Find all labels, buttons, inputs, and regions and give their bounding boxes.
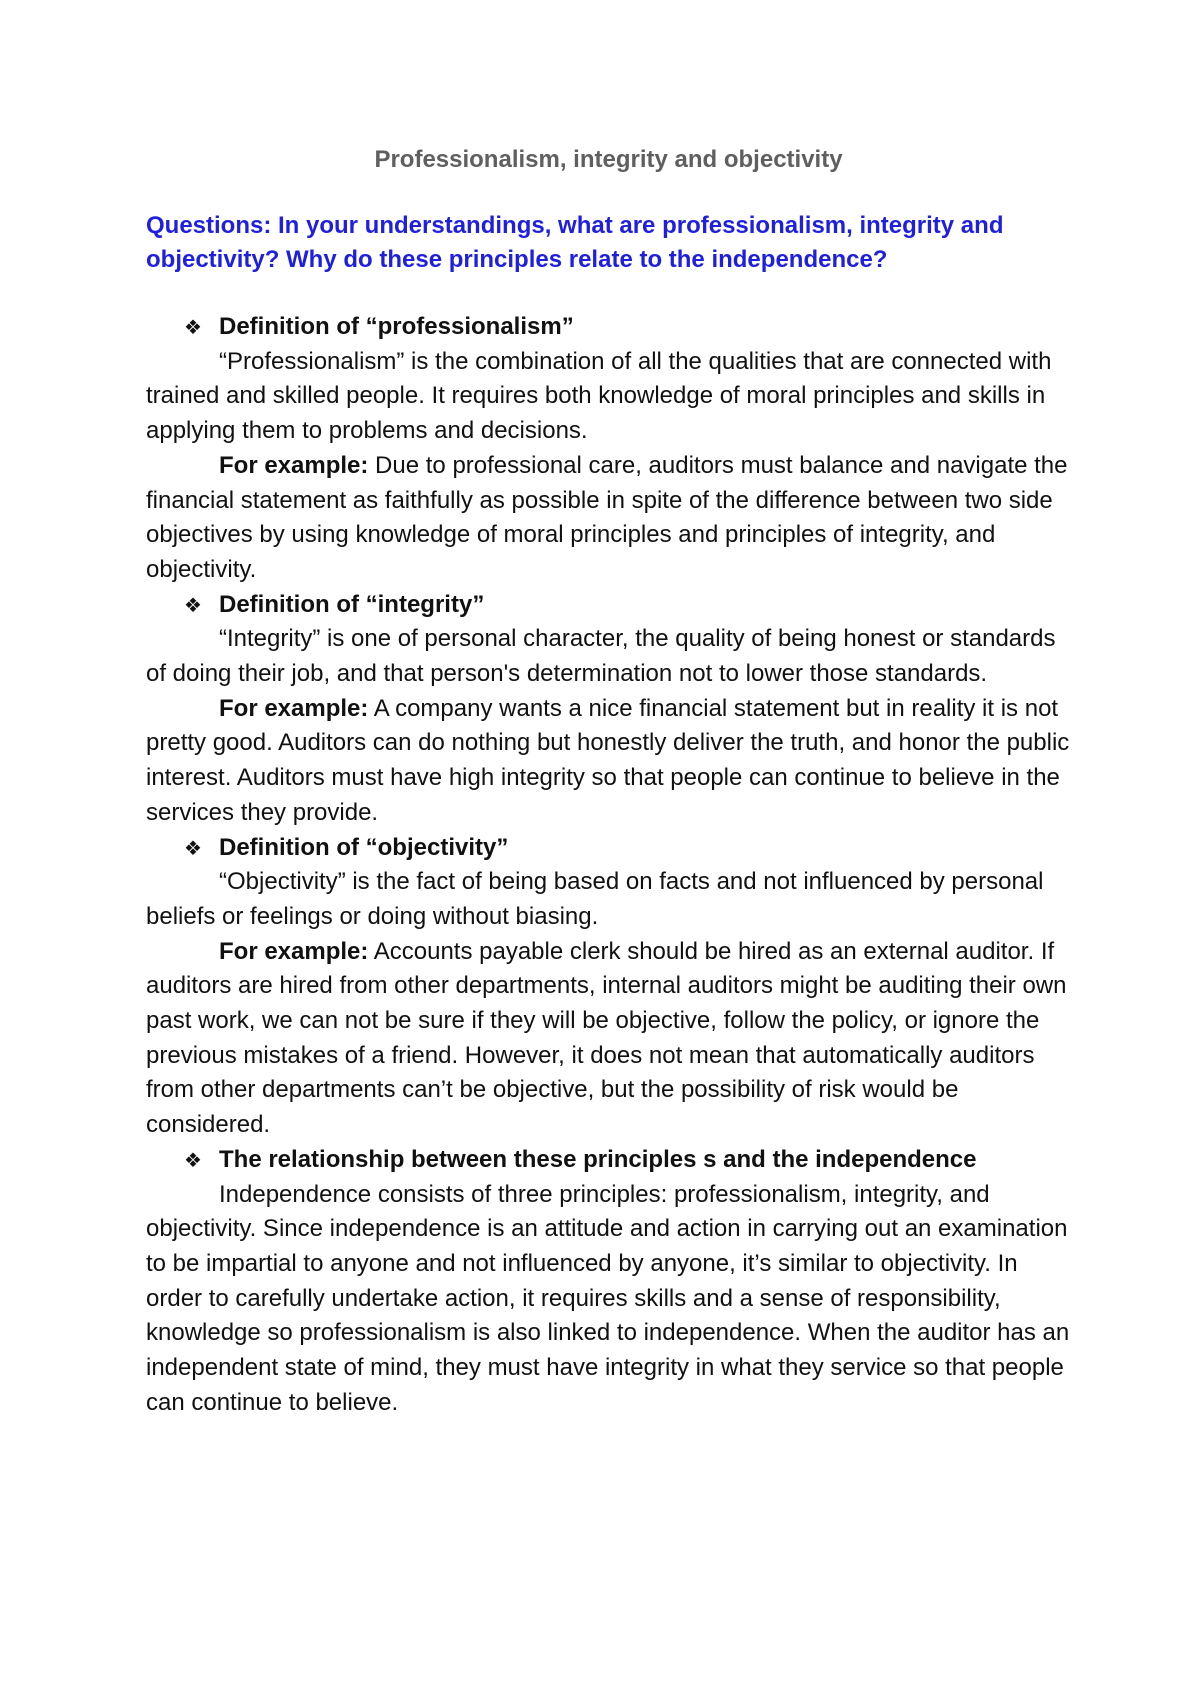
diamond-bullet-icon: ❖: [184, 835, 202, 860]
section-objectivity: [146, 831, 1071, 1143]
section-heading: [146, 831, 1071, 866]
document-content: [146, 143, 1071, 1421]
diamond-bullet-icon: ❖: [184, 315, 202, 339]
sections: [146, 310, 1071, 1421]
example-text: A company wants a nice financial statement but in reality it is not pretty good. Auditors can do nothing but honestly deliver the truth, and honor the public interest. Auditors must have high integrity so that people can continue to believe in the services they provide.: [146, 694, 1070, 826]
section-heading-text: Definition of “integrity”: [219, 590, 485, 618]
section-professionalism: [146, 310, 1071, 588]
question-prompt: Questions: In your understandings, what are professionalism, integrity and objectivity? Why do these principles relate to the independence?: [146, 212, 1004, 273]
section-heading-text: Definition of “objectivity”: [219, 833, 509, 861]
section-body: “Professionalism” is the combination of all the qualities that are connected with trained and skilled people. It requires both knowledge of moral principles and skills in applying them to problems and decisions.: [146, 347, 1052, 445]
diamond-bullet-icon: ❖: [184, 1147, 202, 1172]
section-integrity: [146, 588, 1071, 831]
section-body: “Objectivity” is the fact of being based on facts and not influenced by personal beliefs or feelings or doing without biasing.: [146, 868, 1044, 930]
section-body: “Integrity” is one of personal character, the quality of being honest or standards of doing their job, and that person's determination not to lower those standards.: [146, 625, 1056, 688]
example-text: Due to professional care, auditors must balance and navigate the financial statement as faithfully as possible in spite of the difference between two side objectives by using knowledge of moral principles and principles of integrity, and objectivity.: [146, 451, 1068, 583]
section-heading: [146, 1143, 1071, 1178]
section-heading-text: The relationship between these principles s and the independence: [219, 1145, 977, 1173]
section-body: Independence consists of three principles: professionalism, integrity, and objectivity. Since independence is an attitude and action in carrying out an examination to be impartial to anyone and not influenced by anyone, it’s similar to objectivity. In order to carefully undertake action, it requires skills and a sense of responsibility, knowledge so professionalism is also linked to independence. When the auditor has an independent state of mind, they must have integrity in what they service so that people can continue to believe.: [146, 1180, 1070, 1416]
section-heading: [146, 588, 1071, 623]
section-relationship: [146, 1143, 1071, 1421]
example-label: For example:: [219, 937, 369, 965]
example-text: Accounts payable clerk should be hired as an external auditor. If auditors are hired from other departments, internal auditors might be auditing their own past work, we can not be sure if they will be objective, follow the policy, or ignore the previous mistakes of a friend. However, it does not mean that automatically auditors from other departments can’t be objective, but the possibility of risk would be considered.: [146, 937, 1067, 1139]
section-example: [146, 935, 1071, 1143]
diamond-bullet-icon: ❖: [184, 592, 202, 617]
example-label: For example:: [219, 694, 369, 722]
section-heading-text: Definition of “professionalism”: [219, 313, 574, 340]
section-example: [146, 692, 1071, 831]
section-example: [146, 449, 1071, 588]
section-heading: [146, 310, 1071, 345]
document-title: Professionalism, integrity and objectivity: [374, 146, 843, 173]
example-label: For example:: [219, 451, 369, 479]
